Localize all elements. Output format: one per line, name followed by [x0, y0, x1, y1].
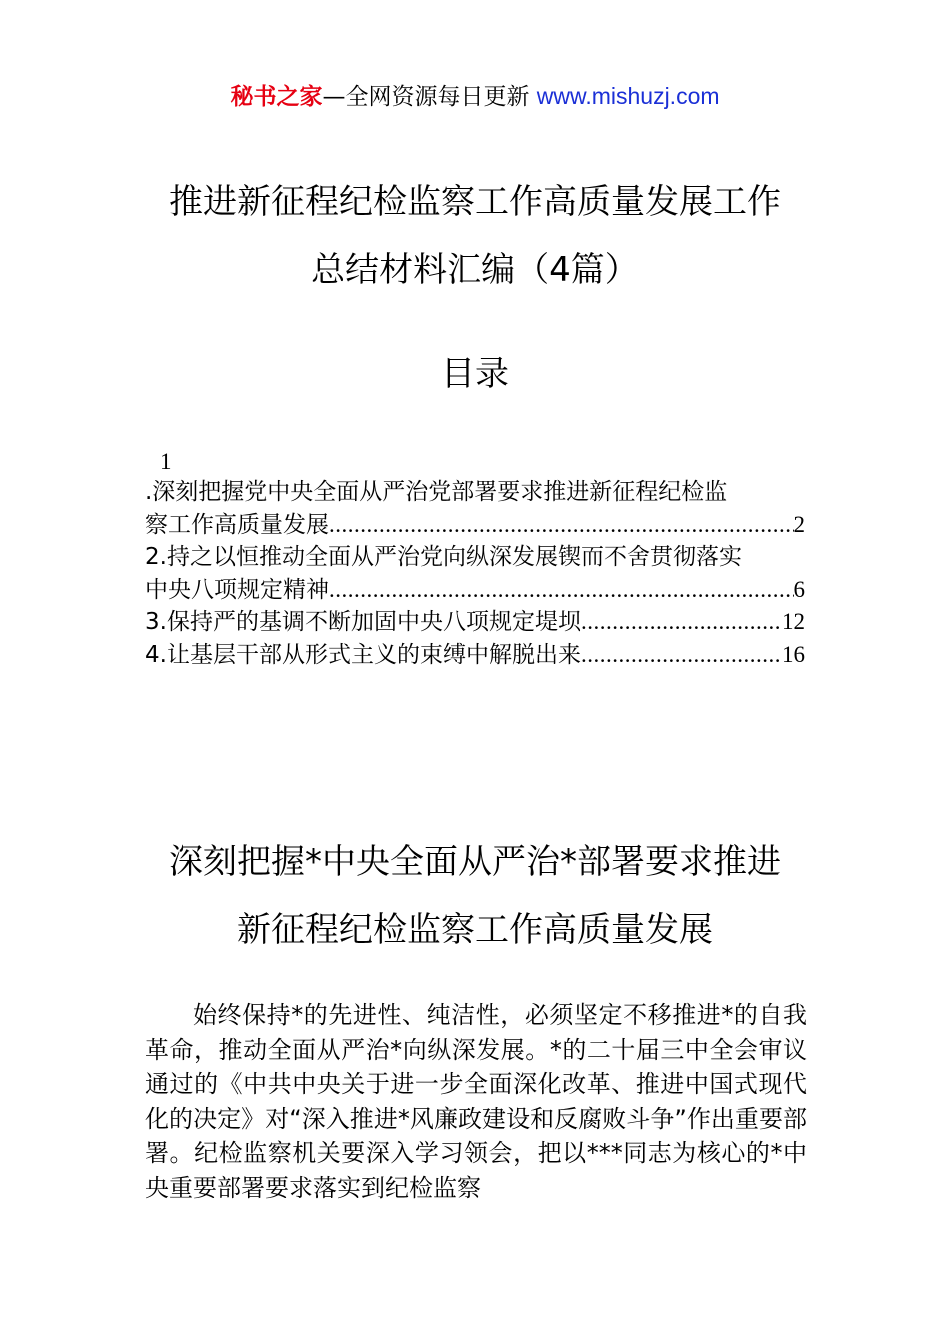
- site-tagline: —全网资源每日更新: [322, 84, 537, 110]
- article-title-line-1: 深刻把握*中央全面从严治*部署要求推进: [169, 842, 781, 882]
- toc-item-2-text-cont: 中央八项规定精神: [145, 576, 329, 603]
- toc-leader-dots: [581, 606, 782, 639]
- toc-item-1-page: 2: [793, 511, 805, 537]
- toc-item-2-page: 6: [793, 576, 805, 602]
- toc-item-2-text: 2.持之以恒推动全面从严治党向纵深发展锲而不舍贯彻落实: [145, 544, 742, 570]
- table-of-contents: [145, 446, 805, 671]
- toc-item-3[interactable]: [145, 606, 805, 639]
- toc-item-3-page: 12: [782, 609, 805, 634]
- toc-item-1-text-cont: 察工作高质量发展: [145, 511, 329, 538]
- site-brand: 秘书之家: [230, 84, 323, 110]
- site-url-link[interactable]: www.mishuzj.com: [536, 83, 720, 109]
- toc-leader-dots: [329, 509, 794, 542]
- toc-leader-dots: [581, 639, 782, 672]
- toc-item-1-line-2[interactable]: [145, 509, 805, 542]
- article-body-paragraph: 始终保持*的先进性、纯洁性，必须坚定不移推进*的自我革命，推动全面从严治*向纵深发展。*的二十届三中全会审议通过的《中共中央关于进一步全面深化改革、推进中国式现代化的决定》对“深入推进*风廉政建设和反腐败斗争”作出重要部署。纪检监察机关要深入学习领会，把以***同志为核心的*中央重要部署要求落实到纪检监察: [145, 1001, 807, 1202]
- toc-item-3-text: 3.保持严的基调不断加固中央八项规定堤坝: [145, 609, 581, 635]
- toc-item-2-line-1[interactable]: [145, 541, 805, 574]
- site-header: [0, 80, 950, 113]
- toc-heading: 目录: [441, 354, 509, 394]
- toc-item-1-line-1[interactable]: [145, 476, 805, 509]
- document-title-line-2: 总结材料汇编（4篇）: [311, 250, 639, 290]
- toc-item-2-line-2[interactable]: [145, 574, 805, 607]
- toc-item-1-text: .深刻把握党中央全面从严治党部署要求推进新征程纪检监: [145, 479, 728, 505]
- toc-item-4-text: 4.让基层干部从形式主义的束缚中解脱出来: [145, 641, 581, 668]
- toc-item-1-number: 1: [160, 449, 172, 474]
- document-title-line-1: 推进新征程纪检监察工作高质量发展工作: [169, 182, 781, 222]
- article-title-line-2: 新征程纪检监察工作高质量发展: [237, 910, 713, 950]
- toc-leader-dots: [329, 574, 794, 607]
- toc-item-4[interactable]: [145, 639, 805, 672]
- toc-item-4-page: 16: [782, 641, 805, 667]
